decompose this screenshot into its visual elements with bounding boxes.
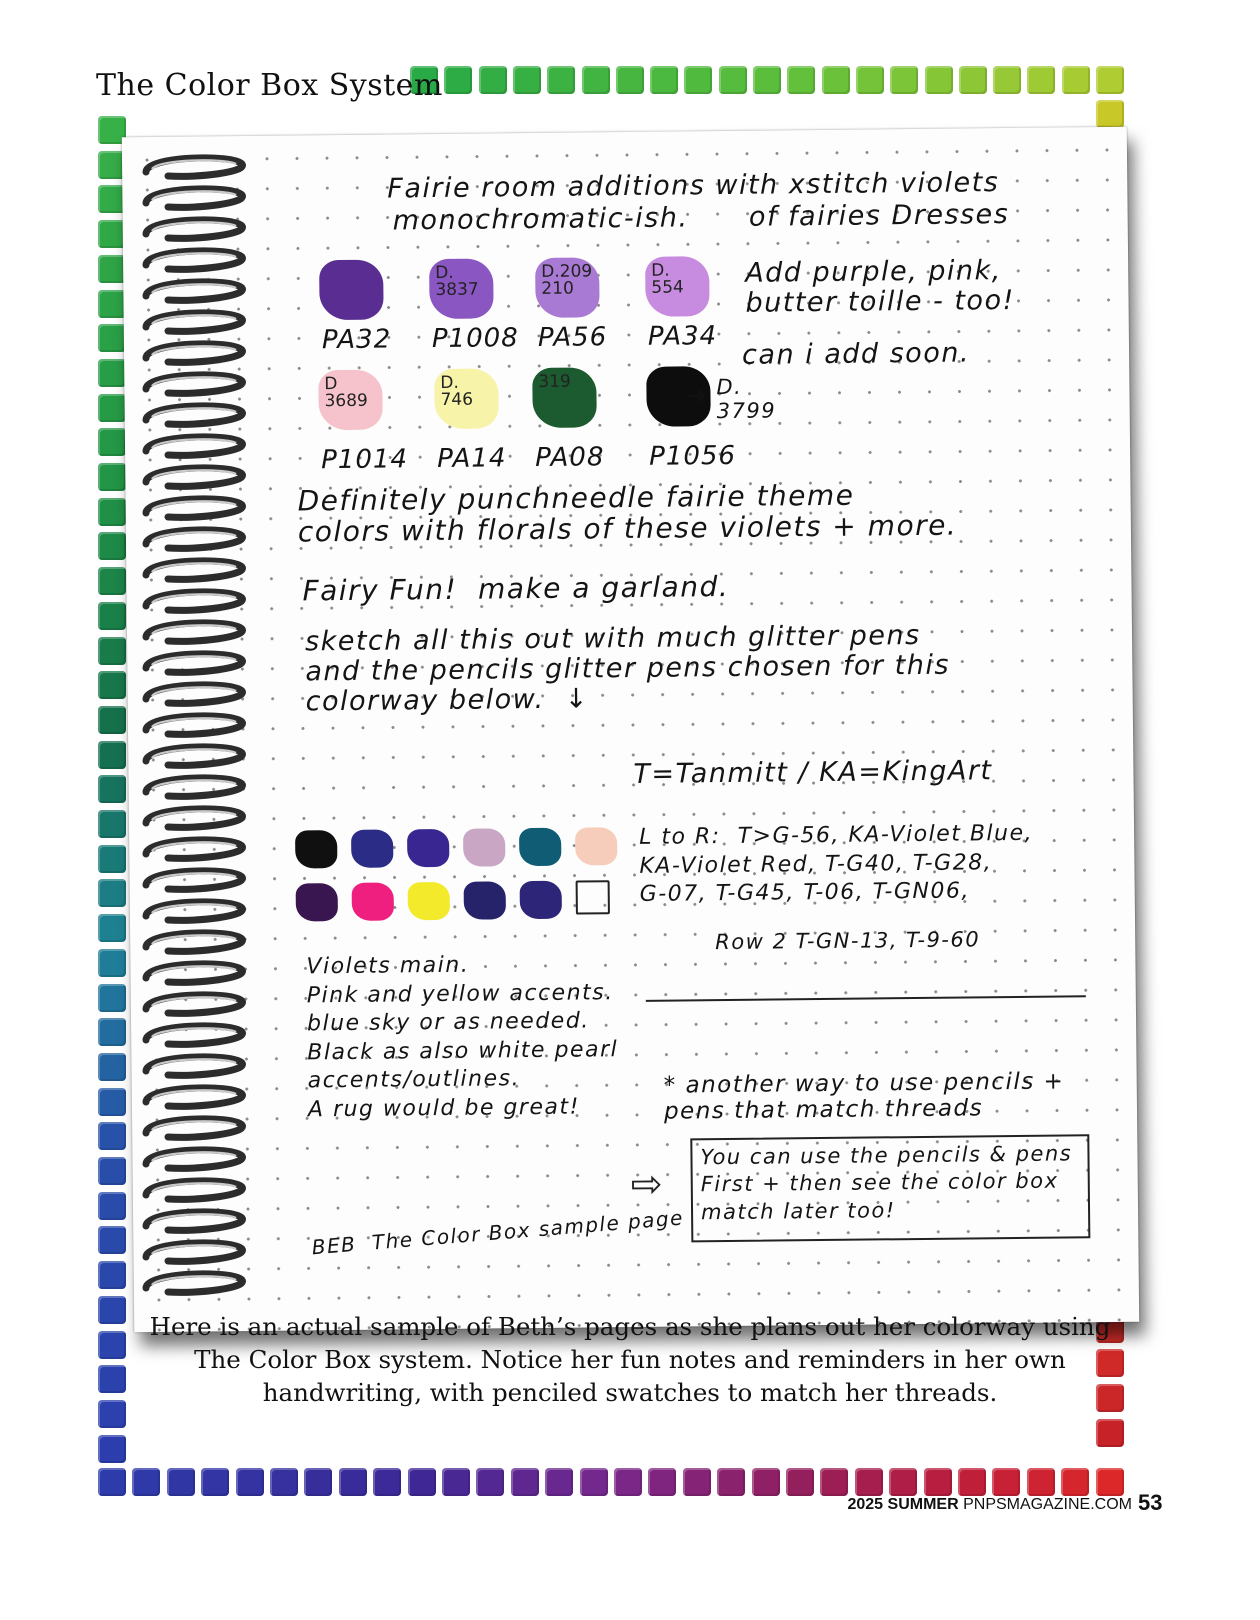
color-square bbox=[98, 498, 126, 526]
legend: T=Tanmitt / KA=KingArt bbox=[633, 755, 993, 790]
color-square bbox=[787, 66, 815, 94]
swatch-code: D. 554 bbox=[651, 260, 684, 298]
bottom-label: BEB The Color Box sample page bbox=[310, 1205, 685, 1260]
color-square bbox=[98, 1192, 126, 1220]
color-square bbox=[98, 671, 126, 699]
color-square bbox=[890, 66, 918, 94]
color-square bbox=[683, 1468, 711, 1496]
color-square bbox=[98, 741, 126, 769]
color-square bbox=[717, 1468, 745, 1496]
color-square bbox=[98, 255, 126, 283]
color-square bbox=[545, 1468, 573, 1496]
color-square bbox=[98, 1157, 126, 1185]
color-square bbox=[98, 1296, 126, 1324]
color-square bbox=[444, 66, 472, 94]
pen-swatch-row-2 bbox=[122, 127, 1127, 138]
color-square bbox=[753, 66, 781, 94]
swatch-label: PA34 bbox=[647, 321, 718, 352]
color-square bbox=[98, 1018, 126, 1046]
pen-swatch bbox=[575, 827, 617, 865]
color-square bbox=[958, 1468, 986, 1496]
color-square bbox=[132, 1468, 160, 1496]
color-square bbox=[1062, 66, 1090, 94]
swatch-label: P1056 bbox=[648, 440, 737, 472]
color-square bbox=[856, 66, 884, 94]
color-square bbox=[236, 1468, 264, 1496]
heading-line-1: Fairie room additions with xstitch violets bbox=[387, 167, 1000, 205]
paragraph-2: Fairy Fun! make a garland. bbox=[302, 569, 730, 608]
divider-line bbox=[646, 995, 1086, 1002]
footer-site: PNPSMAGAZINE.COM bbox=[963, 1496, 1132, 1513]
swatch-label: P1014 bbox=[321, 444, 409, 476]
notebook-page bbox=[122, 127, 1139, 1332]
footer-issue: 2025 SUMMER bbox=[847, 1496, 959, 1513]
color-square bbox=[98, 1331, 126, 1359]
color-square bbox=[820, 1468, 848, 1496]
row2-note: Row 2 T-GN-13, T-9-60 bbox=[715, 927, 981, 955]
color-square bbox=[98, 463, 126, 491]
color-square bbox=[98, 706, 126, 734]
color-square bbox=[98, 984, 126, 1012]
pen-swatch bbox=[295, 830, 337, 868]
swatch-code: D.209 210 bbox=[541, 261, 593, 299]
pen-swatch bbox=[519, 828, 561, 866]
color-square bbox=[992, 1468, 1020, 1496]
color-square bbox=[201, 1468, 229, 1496]
paragraph-1: Definitely punchneedle fairie theme colors with florals of these violets + more. bbox=[297, 478, 958, 549]
color-square bbox=[684, 66, 712, 94]
color-square bbox=[547, 66, 575, 94]
pen-swatch bbox=[463, 828, 505, 866]
pen-swatch bbox=[407, 829, 449, 867]
color-square bbox=[993, 66, 1021, 94]
swatch-label: PA14 bbox=[436, 443, 507, 475]
pen-swatch bbox=[464, 881, 506, 919]
color-square bbox=[98, 1468, 126, 1496]
color-square bbox=[98, 359, 126, 387]
color-square bbox=[648, 1468, 676, 1496]
color-square bbox=[98, 949, 126, 977]
color-square bbox=[98, 290, 126, 318]
pen-swatch bbox=[520, 881, 562, 919]
color-square bbox=[1096, 100, 1124, 128]
swatch-label: PA08 bbox=[534, 442, 605, 473]
color-square bbox=[1096, 1419, 1124, 1447]
color-square bbox=[98, 1261, 126, 1289]
color-square bbox=[98, 1435, 126, 1463]
color-square bbox=[925, 66, 953, 94]
box-note: You can use the pencils & pens First + then see the color box match later too! bbox=[700, 1141, 1073, 1224]
color-square bbox=[270, 1468, 298, 1496]
color-square bbox=[408, 1468, 436, 1496]
color-square bbox=[98, 845, 126, 873]
arrow-note: D. 3799 bbox=[716, 374, 777, 423]
color-square bbox=[580, 1468, 608, 1496]
color-square bbox=[1096, 1468, 1124, 1496]
empty-swatch-box bbox=[576, 880, 610, 914]
pointing-arrow-icon: ⇨ bbox=[630, 1163, 663, 1207]
color-square bbox=[511, 1468, 539, 1496]
color-square bbox=[719, 66, 747, 94]
color-square bbox=[1061, 1468, 1089, 1496]
color-square bbox=[616, 66, 644, 94]
color-square bbox=[339, 1468, 367, 1496]
pencil-swatch bbox=[319, 260, 384, 321]
color-square bbox=[889, 1468, 917, 1496]
page-number: 53 bbox=[1138, 1490, 1163, 1515]
footer bbox=[847, 1496, 1132, 1514]
color-square bbox=[98, 324, 126, 352]
arrow-icon: ➜ bbox=[686, 382, 707, 410]
color-square bbox=[1027, 66, 1055, 94]
color-square bbox=[167, 1468, 195, 1496]
swatch-label: P1008 bbox=[431, 323, 519, 355]
color-square bbox=[855, 1468, 883, 1496]
color-square bbox=[650, 66, 678, 94]
color-square bbox=[98, 1088, 126, 1116]
swatch-code: D. 746 bbox=[440, 372, 474, 410]
swatch-label: PA32 bbox=[321, 324, 392, 356]
swatch-code: D. 3837 bbox=[435, 262, 479, 301]
color-square bbox=[1027, 1468, 1055, 1496]
box-note-frame bbox=[690, 1134, 1090, 1242]
pen-swatch bbox=[352, 882, 394, 920]
color-square bbox=[98, 567, 126, 595]
color-square bbox=[98, 428, 126, 456]
color-square bbox=[752, 1468, 780, 1496]
color-square bbox=[98, 1053, 126, 1081]
pen-list: L to R: T>G-56, KA-Violet Blue, KA-Violet Red, T-G40, T-G28, G-07, T-G45, T-06, T-GN06, bbox=[638, 820, 1034, 908]
pen-swatch-row-1 bbox=[122, 127, 1127, 138]
star-note: * another way to use pencils + pens that match threads bbox=[663, 1068, 1065, 1125]
spiral-binding bbox=[138, 150, 253, 1300]
side-note-1: Add purple, pink, butter toille - too! bbox=[745, 255, 1015, 320]
color-square bbox=[98, 602, 126, 630]
side-note-2: can i add soon. bbox=[741, 337, 971, 371]
page-title: The Color Box System bbox=[96, 68, 443, 103]
color-square bbox=[373, 1468, 401, 1496]
color-square bbox=[513, 66, 541, 94]
color-square bbox=[98, 637, 126, 665]
color-square bbox=[98, 1226, 126, 1254]
color-square bbox=[442, 1468, 470, 1496]
color-square bbox=[476, 1468, 504, 1496]
color-square bbox=[98, 1122, 126, 1150]
pen-swatch bbox=[296, 883, 338, 921]
caption: Here is an actual sample of Beth’s pages as she plans out her colorway using The Color Box system. Notice her fun notes and reminders in her own handwriting, with penciled swatches to match her threads. bbox=[149, 1312, 1111, 1407]
color-square bbox=[98, 1400, 126, 1428]
color-square bbox=[98, 914, 126, 942]
color-square bbox=[98, 775, 126, 803]
violet-notes: Violets main. Pink and yellow accents. blue sky or as needed. Black as also white pearl accents/outlines. A rug would be great! bbox=[306, 952, 619, 1123]
color-square bbox=[614, 1468, 642, 1496]
color-square bbox=[98, 879, 126, 907]
color-square bbox=[786, 1468, 814, 1496]
heading-line-2: monochromatic-ish. of fairies Dresses bbox=[392, 199, 1010, 237]
color-square bbox=[98, 1365, 126, 1393]
swatch-code: 319 bbox=[538, 371, 571, 392]
color-square bbox=[924, 1468, 952, 1496]
color-square bbox=[1096, 66, 1124, 94]
color-square bbox=[98, 532, 126, 560]
color-square bbox=[959, 66, 987, 94]
paragraph-3: sketch all this out with much glitter pens and the pencils glitter pens chosen for this colorway below. ↓ bbox=[304, 619, 951, 718]
pen-swatch bbox=[351, 829, 393, 867]
color-square bbox=[304, 1468, 332, 1496]
color-square bbox=[822, 66, 850, 94]
swatch-label: PA56 bbox=[537, 322, 608, 353]
color-square bbox=[479, 66, 507, 94]
pen-swatch bbox=[408, 882, 450, 920]
color-square bbox=[98, 810, 126, 838]
color-square bbox=[582, 66, 610, 94]
color-square bbox=[98, 394, 126, 422]
swatch-code: D 3689 bbox=[324, 374, 368, 412]
